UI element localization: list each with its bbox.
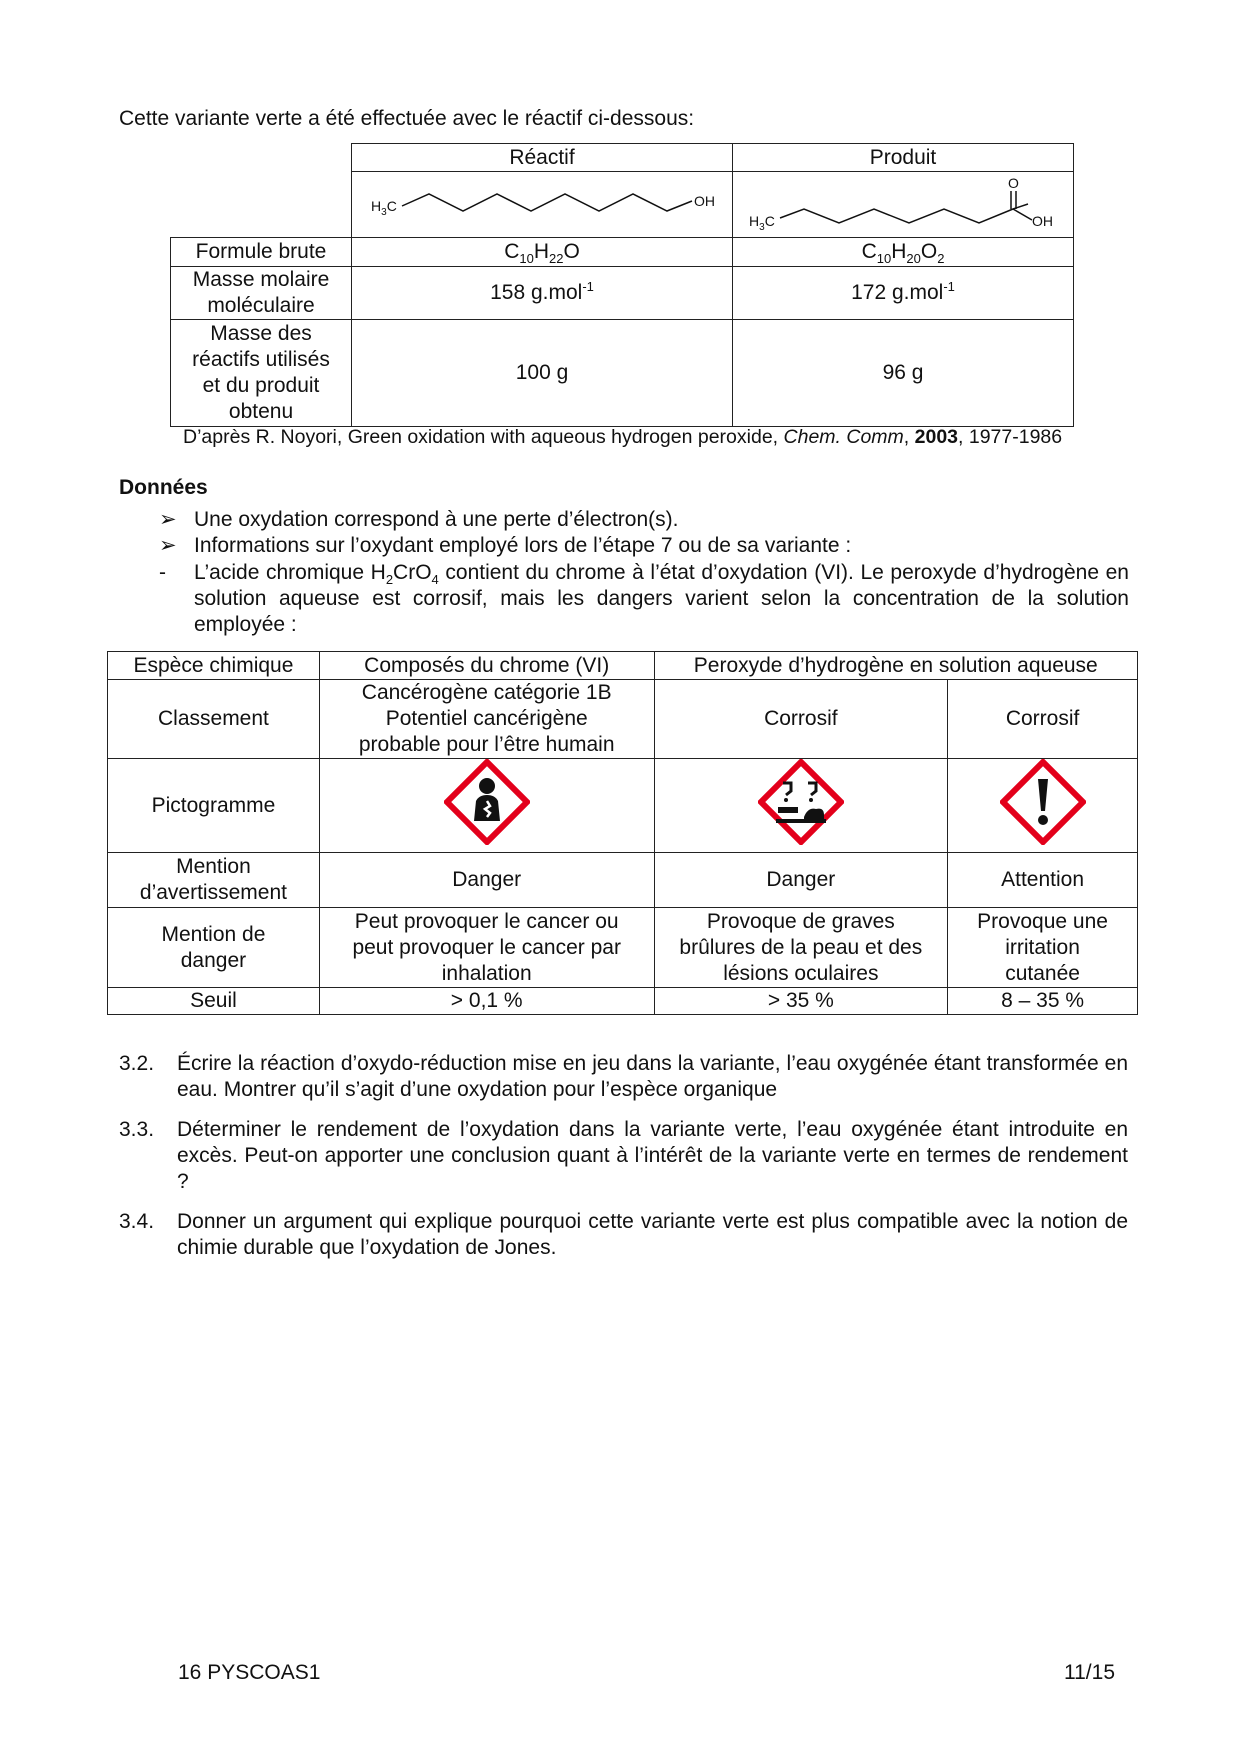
f-p-cn: 10	[876, 251, 892, 267]
produit-structure-cell	[733, 172, 1074, 238]
produit-co-single	[1013, 209, 1032, 220]
produit-h3c-label	[749, 213, 775, 230]
masse-molaire-produit	[733, 267, 1074, 320]
dash-text	[194, 560, 1129, 638]
reactif-chain	[402, 194, 692, 211]
md-c3-l3: cutanée	[1005, 961, 1080, 985]
reactif-oh-label: OH	[693, 193, 715, 209]
masse-label	[171, 320, 352, 427]
f-p-c: C	[861, 240, 877, 263]
cl-c1-l2: Potentiel cancérigène	[385, 707, 588, 730]
picto-corrosif-cell	[654, 759, 948, 853]
dash-after: contient du chrome à l’état d’oxydation (VI). Le peroxyde d’hydrogène en solution aqueuse est corrosif, mais les dangers varient selon la concentration de la solution employée :	[194, 561, 1129, 636]
f-r-cn: 10	[519, 251, 534, 267]
dash-mark: -	[159, 561, 166, 584]
f-r-o: O	[563, 240, 580, 263]
produit-oh-label: OH	[1031, 213, 1053, 229]
seuil-chrome: > 0,1 %	[319, 988, 654, 1015]
md-c1-l2: peut provoquer le cancer par	[352, 935, 621, 959]
intro-text: Cette variante verte a été effectuée avec le réactif ci-dessous:	[119, 107, 695, 130]
health-hazard-icon	[444, 759, 530, 845]
dash-sub2: 4	[431, 572, 439, 588]
formule-label: Formule brute	[171, 238, 352, 267]
bullet-text: Une oxydation correspond à une perte d’électron(s).	[194, 508, 679, 531]
masse-produit: 96 g	[733, 320, 1074, 427]
md-c1-l1: Peut provoquer le cancer ou	[354, 909, 619, 933]
mm-reactif-value: 158 g.mol	[490, 281, 583, 304]
citation-pages: , 1977-1986	[958, 426, 1063, 448]
hazard-table	[107, 651, 1138, 1015]
md-c1-l3: inhalation	[441, 961, 532, 985]
mention-danger-label	[108, 908, 320, 988]
f-p-hn: 20	[906, 251, 921, 267]
question-text: Donner un argument qui explique pourquoi cette variante verte est plus compatible avec la notion de chimie durable que l’oxydation de Jones.	[177, 1210, 1128, 1259]
corrosive-icon	[758, 759, 844, 845]
dash-before: L’acide chromique H	[194, 561, 386, 584]
question-number: 3.2.	[119, 1052, 155, 1075]
ma-label-1: Mention	[176, 855, 251, 878]
header-espece: Espèce chimique	[108, 652, 320, 680]
decanol-structure	[353, 172, 732, 230]
md-c3-l1: Provoque une	[977, 909, 1108, 933]
classement-peroxyde-fort: Corrosif	[654, 680, 948, 759]
classement-label: Classement	[108, 680, 320, 759]
formule-reactif	[352, 238, 733, 267]
exclamation-mark-icon	[1000, 759, 1086, 845]
mention-danger-peroxyde-faible	[948, 908, 1138, 988]
m-label-3: et du produit	[202, 374, 320, 397]
mention-avert-peroxyde-fort: Danger	[654, 853, 948, 908]
md-c2-l2: brûlures de la peau et des	[679, 935, 923, 959]
pictogramme-label: Pictogramme	[108, 759, 320, 853]
produit-h-letter: H	[748, 213, 759, 229]
produit-chain	[780, 204, 1028, 223]
empty-structure-label	[171, 172, 352, 238]
f-r-c: C	[504, 240, 520, 263]
question-number: 3.4.	[119, 1210, 155, 1233]
citation-sep: ,	[903, 426, 915, 448]
reactif-h-letter: H	[370, 198, 381, 214]
mm-label-1: Masse molaire	[192, 268, 330, 291]
mm-label-2: moléculaire	[207, 294, 315, 317]
ma-label-2: d’avertissement	[139, 881, 287, 904]
donnees-title: Données	[119, 476, 208, 499]
empty-corner-cell	[171, 144, 352, 172]
citation-prefix: D’après R. Noyori, Green oxidation with aqueous hydrogen peroxide,	[183, 426, 784, 448]
masse-molaire-label	[171, 267, 352, 320]
seuil-peroxyde-fort: > 35 %	[654, 988, 948, 1015]
produit-c-letter: C	[764, 213, 775, 229]
produit-o-label: O	[1007, 175, 1019, 191]
masse-reactif: 100 g	[352, 320, 733, 427]
cl-c1-l1: Cancérogène catégorie 1B	[361, 681, 612, 704]
mention-avert-label	[108, 853, 320, 908]
footer-code: 16 PYSCOAS1	[178, 1661, 321, 1684]
produit-sub-3: 3	[758, 222, 765, 230]
m-label-2: réactifs utilisés	[192, 348, 330, 371]
md-label-2: danger	[180, 948, 247, 972]
header-peroxyde: Peroxyde d’hydrogène en solution aqueuse	[654, 652, 1137, 680]
dash-mid: CrO	[393, 561, 432, 584]
dash-sub1: 2	[385, 572, 394, 588]
md-c2-l1: Provoque de graves	[706, 909, 895, 933]
mm-produit-exp: -1	[943, 279, 955, 294]
footer-page-number: 11/15	[1064, 1661, 1115, 1684]
citation-journal: Chem. Comm	[783, 426, 904, 448]
question-text: Écrire la réaction d’oxydo-réduction mise en jeu dans la variante, l’eau oxygénée étant transformée en eau. Montrer qu’il s’agit d’une oxydation pour l’espèce organique	[177, 1052, 1128, 1101]
header-reactif: Réactif	[352, 144, 733, 172]
m-label-4: obtenu	[228, 400, 294, 423]
md-c3-l2: irritation	[1005, 935, 1080, 959]
picto-irritant-cell	[948, 759, 1138, 853]
formule-produit	[733, 238, 1074, 267]
reactif-structure-cell	[352, 172, 733, 238]
masse-molaire-reactif	[352, 267, 733, 320]
seuil-peroxyde-faible: 8 – 35 %	[948, 988, 1138, 1015]
citation	[183, 424, 1062, 450]
mention-avert-chrome: Danger	[319, 853, 654, 908]
f-p-on: 2	[937, 251, 945, 267]
reaction-table	[170, 143, 1074, 427]
f-p-h: H	[891, 240, 907, 263]
reactif-c-letter: C	[386, 198, 397, 214]
mention-danger-chrome	[319, 908, 654, 988]
classement-chrome	[319, 680, 654, 759]
mention-danger-peroxyde-fort	[654, 908, 948, 988]
reactif-h3c-label	[371, 198, 397, 218]
header-chrome: Composés du chrome (VI)	[319, 652, 654, 680]
mention-avert-peroxyde-faible: Attention	[948, 853, 1138, 908]
f-r-hn: 22	[549, 251, 564, 267]
mm-reactif-exp: -1	[582, 279, 594, 294]
arrow-bullet-icon: ➢	[159, 534, 177, 557]
question-text: Déterminer le rendement de l’oxydation dans la variante verte, l’eau oxygénée étant introduite en excès. Peut-on apporter une conclusion quant à l’intérêt de la variante verte en termes de rendement ?	[177, 1118, 1128, 1193]
arrow-bullet-icon: ➢	[159, 508, 177, 531]
f-r-h: H	[533, 240, 549, 263]
header-produit: Produit	[733, 144, 1074, 172]
f-p-o: O	[920, 240, 938, 263]
seuil-label: Seuil	[108, 988, 320, 1015]
question-number: 3.3.	[119, 1118, 155, 1141]
picto-chrome-cell	[319, 759, 654, 853]
mm-produit-value: 172 g.mol	[851, 281, 944, 304]
classement-peroxyde-faible: Corrosif	[948, 680, 1138, 759]
m-label-1: Masse des	[210, 322, 312, 345]
md-label-1: Mention de	[161, 922, 266, 946]
cl-c1-l3: probable pour l’être humain	[358, 733, 615, 756]
decanoic-acid-structure	[734, 172, 1073, 230]
citation-year: 2003	[914, 426, 959, 448]
reactif-sub-3: 3	[380, 207, 387, 218]
bullet-text: Informations sur l’oxydant employé lors de l’étape 7 ou de sa variante :	[194, 534, 852, 557]
md-c2-l3: lésions oculaires	[723, 961, 879, 985]
